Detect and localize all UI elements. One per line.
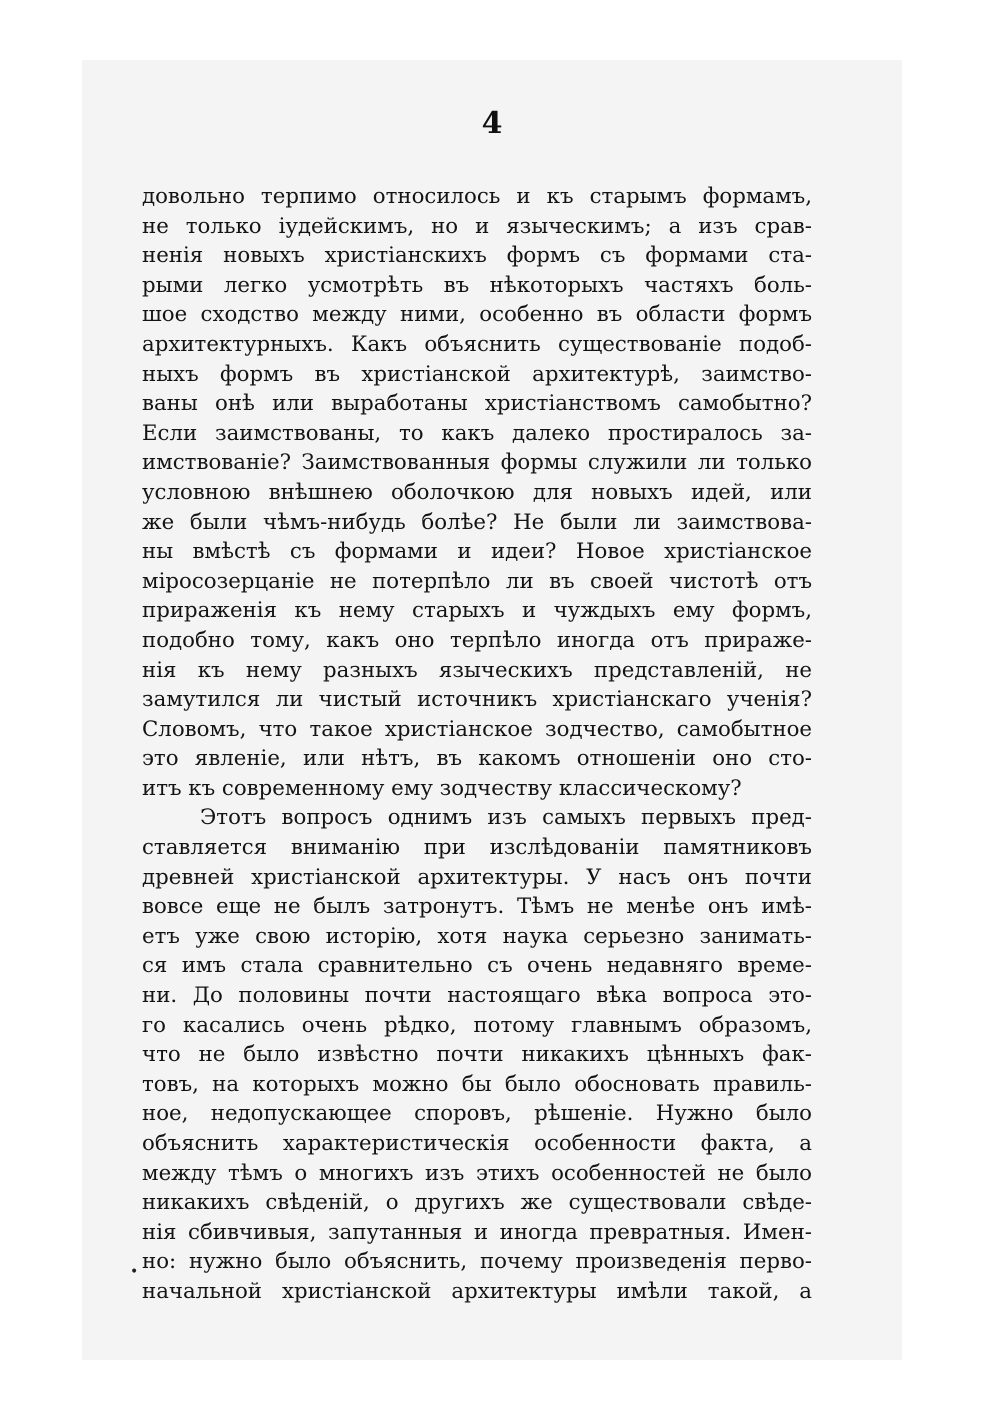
text-line: объяснить характеристическія особенности факта, а bbox=[142, 1131, 812, 1156]
text-line: ное, недопускающее споровъ, рѣшеніе. Нужно было bbox=[142, 1101, 812, 1127]
text-line: ваны онѣ или выработаны христіанствомъ самобытно? bbox=[142, 391, 812, 417]
text-line: нія къ нему разныхъ языческихъ представленій, не bbox=[142, 657, 812, 683]
text-line: условною внѣшнею оболочкою для новыхъ идей, или bbox=[142, 479, 812, 505]
text-line: ни. До половины почти настоящаго вѣка вопроса это- bbox=[142, 983, 812, 1009]
text-line: товъ, на которыхъ можно бы было обосновать правиль- bbox=[142, 1071, 812, 1097]
book-page bbox=[82, 60, 902, 1360]
text-line: между тѣмъ о многихъ изъ этихъ особенностей не было bbox=[142, 1160, 812, 1186]
paragraph-first-line: Этотъ вопросъ однимъ изъ самыхъ первыхъ пред- bbox=[200, 805, 812, 831]
text-line: это явленіе, или нѣтъ, въ какомъ отношеніи оно сто- bbox=[142, 746, 812, 772]
text-line: что не было извѣстно почти никакихъ цѣнныхъ фак- bbox=[142, 1042, 812, 1068]
text-line: ны вмѣстѣ съ формами и идеи? Новое христіанское bbox=[142, 539, 812, 565]
text-line: же были чѣмъ-нибудь болѣе? Не были ли заимствова- bbox=[142, 509, 812, 535]
text-line: не только іудейскимъ, но и языческимъ; а изъ срав- bbox=[142, 213, 812, 239]
page-number: 4 bbox=[481, 106, 503, 141]
text-line: Словомъ, что такое христіанское зодчество, самобытное bbox=[142, 716, 812, 742]
text-line: никакихъ свѣденій, о другихъ же существовали свѣде- bbox=[142, 1190, 812, 1216]
text-line: етъ уже свою исторію, хотя наука серьезно занимать- bbox=[142, 923, 812, 949]
text-line: прираженія къ нему старыхъ и чуждыхъ ему формъ, bbox=[142, 598, 812, 624]
text-line: міросозерцаніе не потерпѣло ли въ своей чистотѣ отъ bbox=[142, 568, 812, 594]
text-line: древней христіанской архитектуры. У насъ онъ почти bbox=[142, 864, 812, 890]
text-line: ставляется вниманію при изслѣдованіи памятниковъ bbox=[142, 835, 812, 861]
print-speck: • bbox=[130, 1264, 139, 1280]
text-line: ненія новыхъ христіанскихъ формъ съ формами ста- bbox=[142, 243, 812, 269]
text-line: нія сбивчивыя, запутанныя и иногда превратныя. Имен- bbox=[142, 1219, 812, 1245]
text-line: шое сходство между ними, особенно въ области формъ bbox=[142, 302, 812, 328]
text-line: довольно терпимо относилось и къ старымъ формамъ, bbox=[142, 184, 812, 209]
text-line: замутился ли чистый источникъ христіанскаго ученія? bbox=[142, 687, 812, 713]
text-line: Если заимствованы, то какъ далеко простиралось за- bbox=[142, 420, 812, 446]
text-line: го касались очень рѣдко, потому главнымъ образомъ, bbox=[142, 1012, 812, 1038]
text-line: вовсе еще не былъ затронутъ. Тѣмъ не менѣе онъ имѣ- bbox=[142, 894, 812, 920]
text-line: начальной христіанской архитектуры имѣли такой, а bbox=[142, 1278, 812, 1304]
text-line: ныхъ формъ въ христіанской архитектурѣ, заимство- bbox=[142, 361, 812, 387]
text-line: ся имъ стала сравнительно съ очень недавняго време- bbox=[142, 953, 812, 979]
text-line: рыми легко усмотрѣть въ нѣкоторыхъ частяхъ боль- bbox=[142, 272, 812, 298]
text-line: архитектурныхъ. Какъ объяснить существованіе подоб- bbox=[142, 331, 812, 357]
text-line: подобно тому, какъ оно терпѣло иногда отъ приражe- bbox=[142, 627, 812, 653]
body-text bbox=[142, 182, 812, 1307]
text-line: но: нужно было объяснить, почему произведенія перво- bbox=[142, 1249, 812, 1275]
text-line: имствованіе? Заимствованныя формы служили ли только bbox=[142, 450, 812, 476]
paragraph-end-line: итъ къ современному ему зодчеству классическому? bbox=[142, 775, 742, 801]
